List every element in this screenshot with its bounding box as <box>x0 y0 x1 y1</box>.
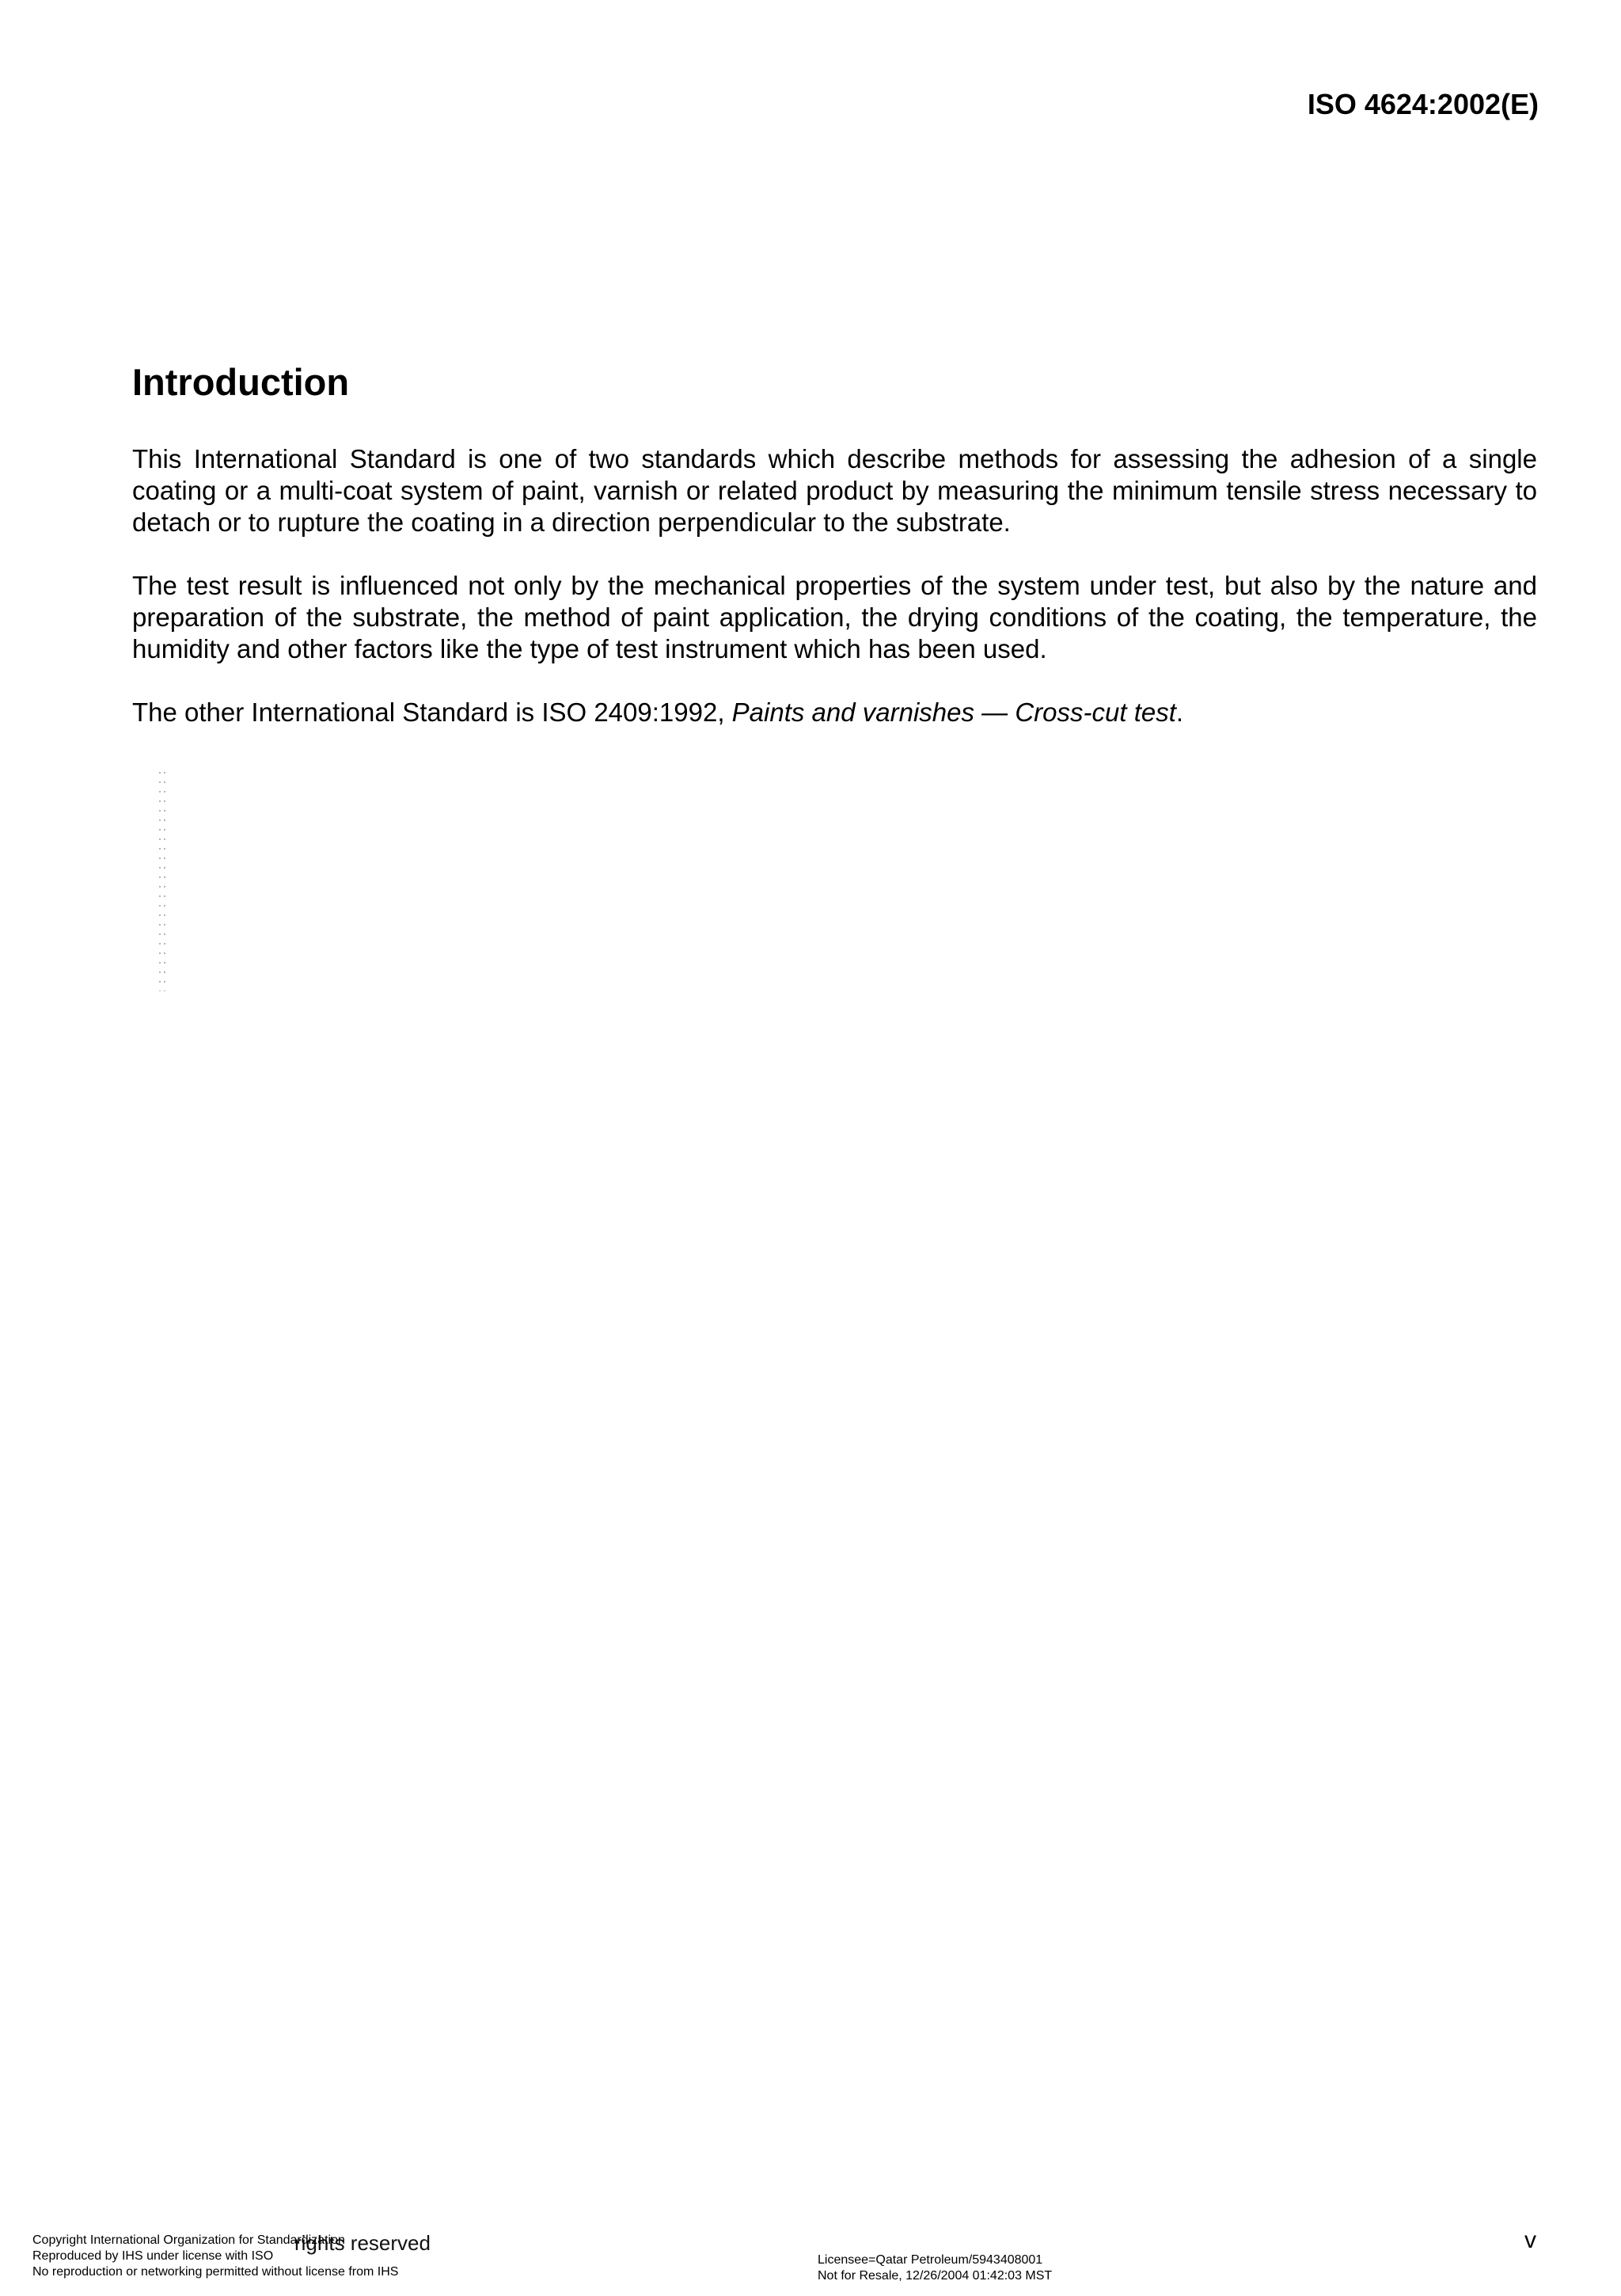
intro-paragraph-2: The test result is influenced not only by the mechanical properties of the system under test, but also by the nature and preparation of the substrate, the method of paint application, the drying conditions of the coating, the temperature, the humidity and other factors like the type of test instrument which has been used. <box>132 571 1537 663</box>
section-heading: Introduction <box>132 361 350 403</box>
scan-artifact-specks <box>158 768 165 991</box>
intro-paragraph-1: This International Standard is one of two standards which describe methods for assessing the adhesion of a single coating or a multi-coat system of paint, varnish or related product by measuring the minimum tensile stress necessary to detach or to rupture the coating in a direction perpendicular to the substrate. <box>132 444 1537 537</box>
referenced-standard-title: Paints and varnishes — Cross-cut test <box>731 698 1176 727</box>
footer-copyright <box>32 2233 398 2280</box>
footer-overlapped-text: rights reserved <box>294 2231 431 2255</box>
document-identifier: ISO 4624:2002(E) <box>1307 88 1539 120</box>
intro-paragraph-3 <box>132 697 1537 728</box>
page-number: v <box>1524 2227 1536 2253</box>
licensee-line-1: Licensee=Qatar Petroleum/5943408001 <box>818 2253 1043 2267</box>
copyright-line-1: Copyright International Organization for Standardization <box>32 2233 345 2247</box>
paragraph-3-prefix: The other International Standard is ISO 2409:1992, <box>132 698 732 727</box>
copyright-line-3: No reproduction or networking permitted without license from IHS <box>32 2265 399 2279</box>
paragraph-3-suffix: . <box>1175 698 1184 727</box>
footer-licensee <box>818 2252 1052 2284</box>
copyright-line-2: Reproduced by IHS under license with ISO <box>32 2249 274 2263</box>
licensee-line-2: Not for Resale, 12/26/2004 01:42:03 MST <box>818 2269 1053 2283</box>
